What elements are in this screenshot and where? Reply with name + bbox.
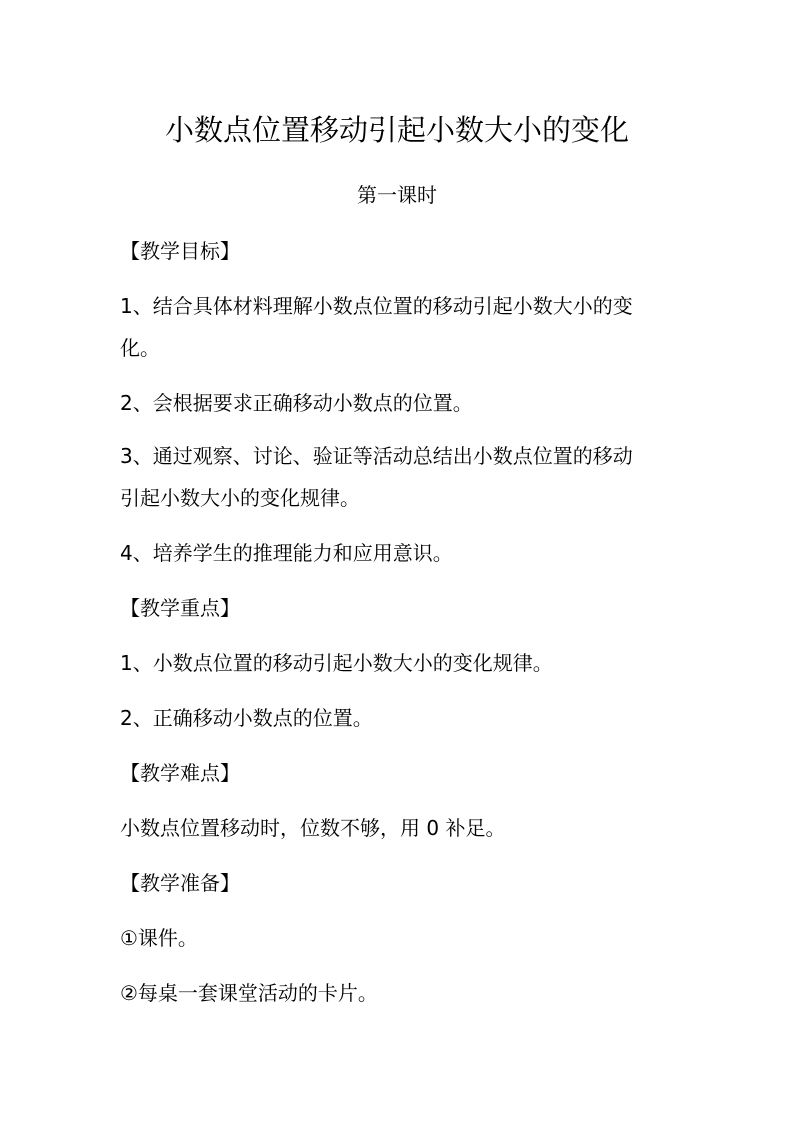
preparation-item-2: ②每桌一套课堂活动的卡片。	[120, 981, 378, 1005]
document-subtitle: 第一课时	[357, 183, 437, 207]
objective-item-2: 2、会根据要求正确移动小数点的位置。	[120, 391, 473, 415]
objective-item-1-line-1: 1、结合具体材料理解小数点位置的移动引起小数大小的变	[120, 294, 633, 318]
difficulties-heading: 【教学难点】	[120, 761, 240, 785]
objective-item-1-line-2: 化。	[120, 336, 160, 360]
key-points-heading: 【教学重点】	[120, 596, 240, 620]
document-title: 小数点位置移动引起小数大小的变化	[164, 113, 629, 147]
key-point-item-2: 2、正确移动小数点的位置。	[120, 706, 373, 730]
preparation-item-1: ①课件。	[120, 926, 198, 950]
preparation-heading: 【教学准备】	[120, 871, 240, 895]
objective-item-3-line-2: 引起小数大小的变化规律。	[120, 486, 360, 510]
difficulties-text: 小数点位置移动时，位数不够，用 0 补足。	[120, 816, 506, 840]
objective-item-4: 4、培养学生的推理能力和应用意识。	[120, 541, 453, 565]
key-point-item-1: 1、小数点位置的移动引起小数大小的变化规律。	[120, 651, 553, 675]
objective-item-3-line-1: 3、通过观察、讨论、验证等活动总结出小数点位置的移动	[120, 444, 633, 468]
objectives-heading: 【教学目标】	[120, 239, 240, 263]
